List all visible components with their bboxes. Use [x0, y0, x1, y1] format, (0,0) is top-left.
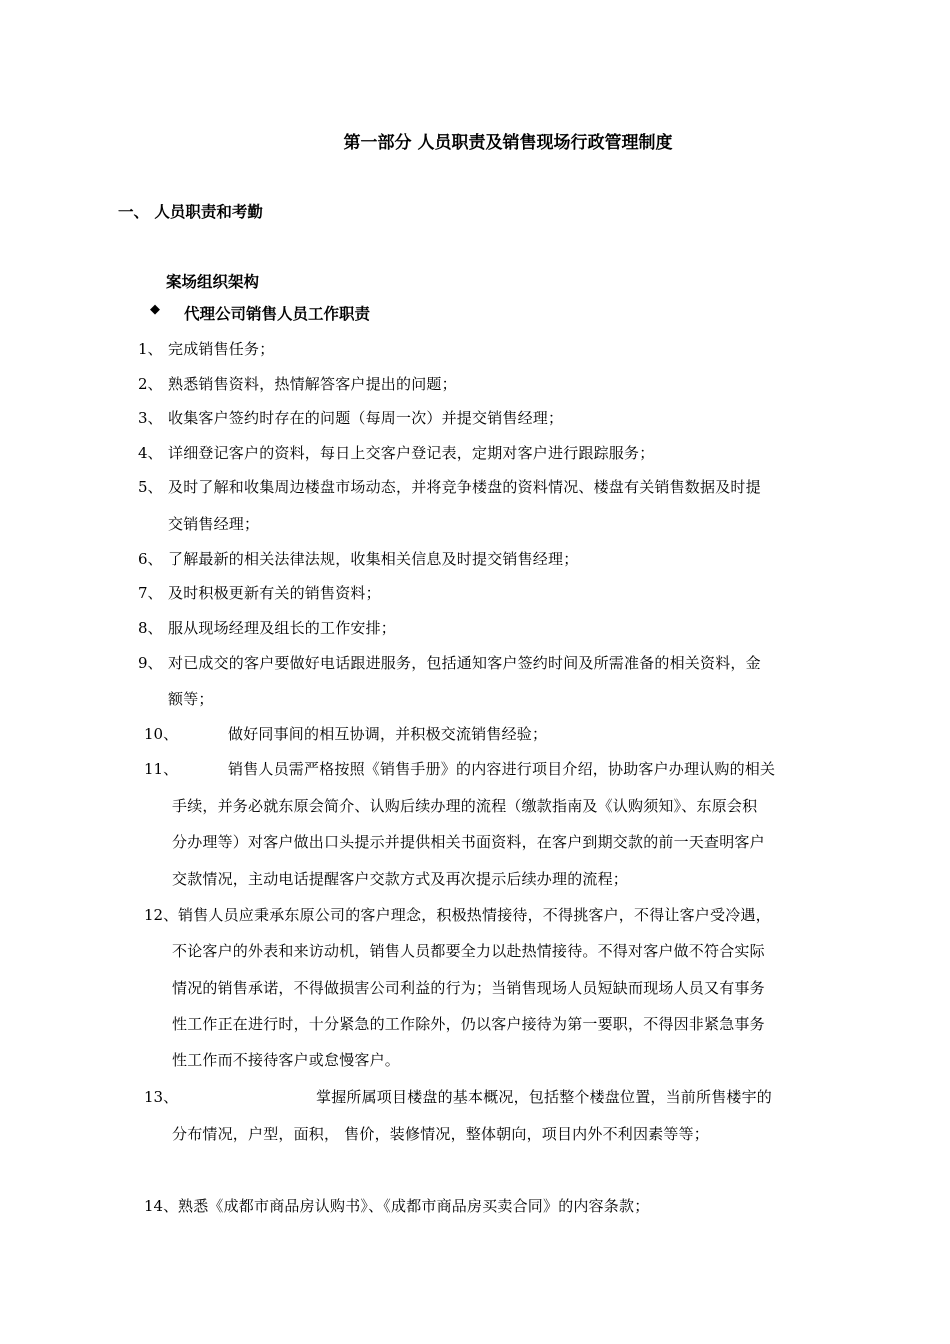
item-text: 交款情况，主动电话提醒客户交款方式及再次提示后续办理的流程； — [172, 870, 629, 888]
item-number: 8、 — [138, 619, 163, 637]
diamond-bullet-icon: ◆ — [150, 302, 160, 317]
item-text: 熟悉销售资料，热情解答客户提出的问题； — [168, 375, 457, 393]
item-text: 及时了解和收集周边楼盘市场动态，并将竞争楼盘的资料情况、楼盘有关销售数据及时提 — [168, 478, 761, 496]
section-heading: 一、 人员职责和考勤 — [118, 203, 263, 221]
item-text: 收集客户签约时存在的问题（每周一次）并提交销售经理； — [168, 409, 564, 427]
item-text: 性工作正在进行时，十分紧急的工作除外，仍以客户接待为第一要职，不得因非紧急事务 — [172, 1015, 765, 1033]
duty-heading: 代理公司销售人员工作职责 — [184, 305, 371, 323]
subsection-heading: 案场组织架构 — [166, 273, 260, 291]
item-text: 对已成交的客户要做好电话跟进服务，包括通知客户签约时间及所需准备的相关资料，金 — [168, 654, 761, 672]
item-number: 1、 — [138, 340, 163, 358]
item-number: 14、 — [144, 1197, 179, 1215]
item-number: 13、 — [144, 1088, 179, 1106]
item-text: 性工作而不接待客户或怠慢客户。 — [172, 1051, 401, 1069]
item-number: 11、 — [144, 760, 179, 778]
item-text: 掌握所属项目楼盘的基本概况，包括整个楼盘位置，当前所售楼宇的 — [316, 1088, 773, 1106]
item-text: 销售人员应秉承东原公司的客户理念，积极热情接待，不得挑客户，不得让客户受冷遇， — [178, 906, 771, 924]
item-number: 9、 — [138, 654, 163, 672]
item-number: 7、 — [138, 584, 163, 602]
item-text: 情况的销售承诺，不得做损害公司利益的行为；当销售现场人员短缺而现场人员又有事务 — [172, 979, 765, 997]
item-text: 做好同事间的相互协调，并积极交流销售经验； — [228, 725, 548, 743]
item-text: 分办理等）对客户做出口头提示并提供相关书面资料，在客户到期交款的前一天查明客户 — [172, 833, 765, 851]
item-text: 详细登记客户的资料，每日上交客户登记表，定期对客户进行跟踪服务； — [168, 444, 655, 462]
item-number: 6、 — [138, 550, 163, 568]
item-number: 5、 — [138, 478, 163, 496]
item-text: 分布情况，户型，面积， 售价，装修情况，整体朝向，项目内外不利因素等等； — [172, 1125, 709, 1143]
page-title: 第一部分 人员职责及销售现场行政管理制度 — [343, 133, 673, 153]
item-number: 2、 — [138, 375, 163, 393]
item-text: 手续，并务必就东原会简介、认购后续办理的流程（缴款指南及《认购须知》、东原会积 — [172, 797, 758, 815]
item-number: 3、 — [138, 409, 163, 427]
item-number: 4、 — [138, 444, 163, 462]
item-text: 额等； — [168, 690, 214, 708]
item-text: 了解最新的相关法律法规，收集相关信息及时提交销售经理； — [168, 550, 579, 568]
item-number: 12、 — [144, 906, 179, 924]
item-text: 交销售经理； — [168, 515, 260, 533]
item-text: 及时积极更新有关的销售资料； — [168, 584, 381, 602]
item-text: 服从现场经理及组长的工作安排； — [168, 619, 397, 637]
item-text: 熟悉《成都市商品房认购书》、《成都市商品房买卖合同》的内容条款； — [178, 1197, 650, 1215]
item-text: 销售人员需严格按照《销售手册》的内容进行项目介绍，协助客户办理认购的相关 — [228, 760, 776, 778]
item-text: 完成销售任务； — [168, 340, 275, 358]
item-number: 10、 — [144, 725, 179, 743]
item-text: 不论客户的外表和来访动机，销售人员都要全力以赴热情接待。不得对客户做不符合实际 — [172, 942, 765, 960]
